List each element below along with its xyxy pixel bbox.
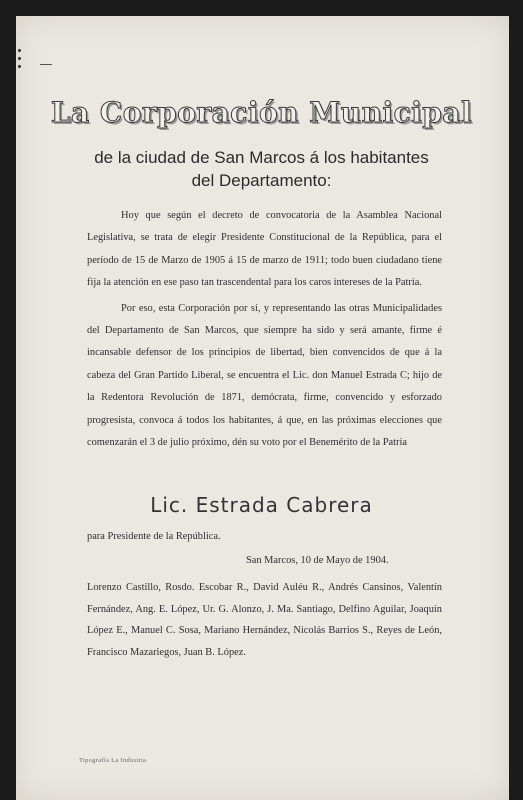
document-body: [87, 205, 442, 454]
subtitle-line-2: del Departamento:: [191, 171, 332, 190]
dateline: San Marcos, 10 de Mayo de 1904.: [246, 555, 389, 566]
printer-imprint: Tipografía La Industria: [79, 757, 147, 764]
document-subtitle: [0, 146, 523, 192]
signatories: Lorenzo Castillo, Rosdo. Escobar R., David Auléu R., Andrés Cansinos, Valentín Fernández, Ang. E. López, Ur. G. Alonzo, J. Ma. Santiago, Delfino Aguilar, Joaquín López E., Manuel C. Sosa, Mariano Hernández, Nicolás Barrios S., Reyes de León, Francisco Mazariegos, Juan B. López.: [87, 582, 442, 658]
office-line: para Presidente de la República.: [87, 531, 221, 542]
paragraph-2: Por eso, esta Corporación por sí, y representando las otras Municipalidades del Departamento de San Marcos, que siempre ha sido y será amante, firme é incansable defensor de los principios de libertad, bien convencidos de que á la cabeza del Gran Partido Liberal, se encuentra el Lic. don Manuel Estrada C; hijo de la Redentora Revolución de 1871, demócrata, firme, convencido y esforzado progresista, convoca á todos los habitantes, á que, en las próximas elecciones que comenzarán el 3 de julio próximo, dén su voto por el Benemérito de la Patria: [87, 302, 442, 449]
subtitle-line-1: de la ciudad de San Marcos á los habitantes: [94, 148, 429, 167]
paragraph-1: Hoy que según el decreto de convocatoria de la Asamblea Nacional Legislativa, se trata de elegir Presidente Constitucional de la República, para el período de 15 de Marzo de 1905 á 15 de marzo de 1911; todo buen ciudadano tiene fija la atención en ese paso tan trascendental para los caros intereses de la Patria.: [87, 210, 442, 289]
candidate-name: Lic. Estrada Cabrera: [150, 493, 373, 517]
document-title: La Corporación Municipal: [50, 96, 473, 129]
binding-holes: [16, 44, 26, 84]
ink-mark: [40, 64, 52, 65]
